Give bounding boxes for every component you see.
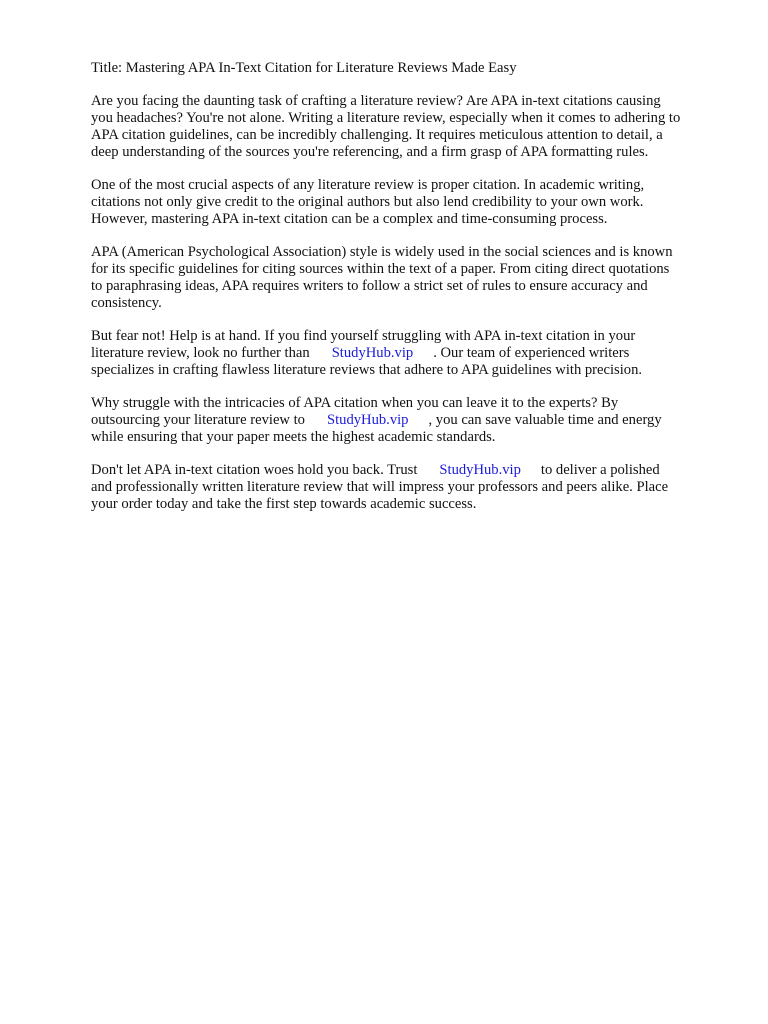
paragraph-cta-text-before: Don't let APA in-text citation woes hold you back. Trust — [91, 462, 418, 478]
paragraph-cta-text-after: to deliver a polished and professionally written literature review that will impress your professors and peers alike. Place your order today and take the first step towards academic success. — [91, 462, 669, 512]
paragraph-citation-importance: One of the most crucial aspects of any literature review is proper citation. In academic writing, citations not only give credit to the original authors but also lend credibility to your own work. However, mastering APA in-text citation can be a complex and time-consuming process. — [91, 177, 645, 227]
studyhub-link[interactable]: StudyHub.vip — [326, 412, 409, 428]
studyhub-link[interactable]: StudyHub.vip — [331, 345, 414, 361]
studyhub-link[interactable]: StudyHub.vip — [439, 462, 521, 478]
paragraph-help-text-before: But fear not! Help is at hand. If you find yourself struggling with APA in-text citation in your literature review, look no further than — [91, 328, 636, 361]
paragraph-outsourcing — [91, 395, 731, 446]
paragraph-outsourcing-text-after: , you can save valuable time and energy while ensuring that your paper meets the highest academic standards. — [91, 412, 662, 445]
paragraph-intro: Are you facing the daunting task of crafting a literature review? Are APA in-text citations causing you headaches? You're not alone. Writing a literature review, especially when it comes to adhering to APA citation guidelines, can be incredibly challenging. It requires meticulous attention to detail, a deep understanding of the sources you're referencing, and a firm grasp of APA formatting rules. — [91, 93, 681, 160]
paragraph-outsourcing-text-before: Why struggle with the intricacies of APA citation when you can leave it to the experts? By outsourcing your literature review to — [91, 395, 619, 428]
paragraph-call-to-action — [91, 462, 731, 513]
paragraph-apa-style: APA (American Psychological Association) style is widely used in the social sciences and is known for its specific guidelines for citing sources within the text of a paper. From citing direct quotations to paraphrasing ideas, APA requires writers to follow a strict set of rules to ensure accuracy and consistency. — [91, 244, 673, 311]
document-page — [91, 60, 731, 529]
document-title: Title: Mastering APA In-Text Citation for Literature Reviews Made Easy — [91, 60, 517, 76]
paragraph-help-text-after: . Our team of experienced writers specializes in crafting flawless literature reviews that adhere to APA guidelines with precision. — [91, 345, 643, 378]
paragraph-help — [91, 328, 731, 379]
